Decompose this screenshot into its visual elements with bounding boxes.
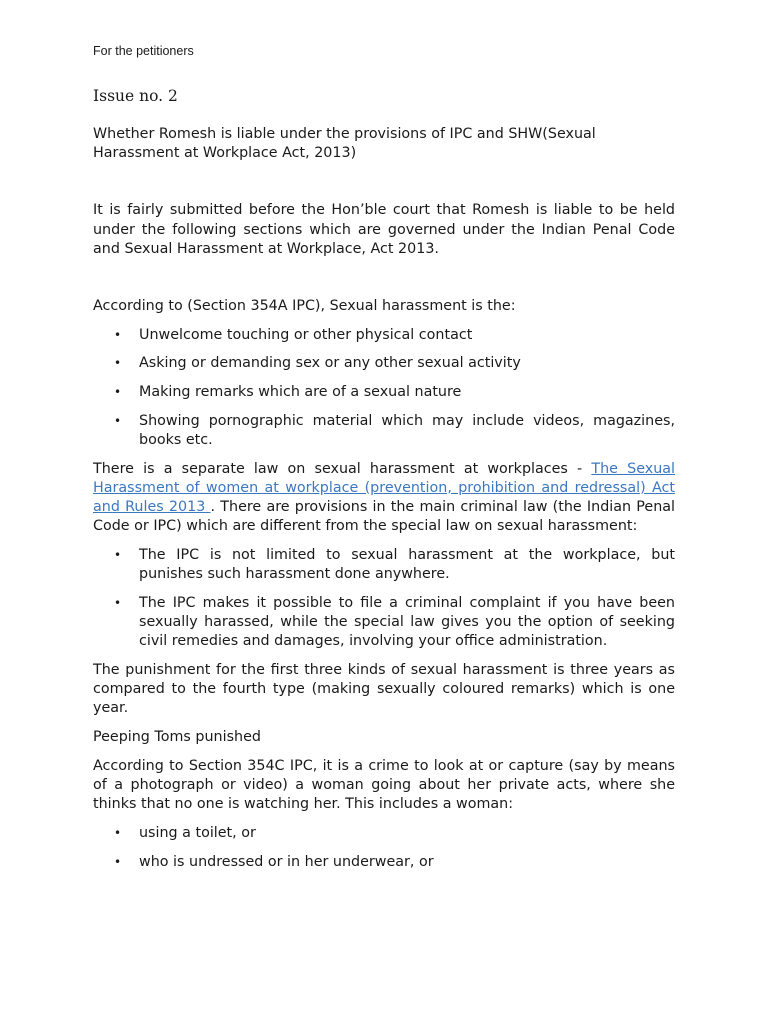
issue-title: Issue no. 2	[93, 87, 178, 105]
list-item	[93, 853, 675, 872]
document-body	[93, 125, 675, 881]
peeping-paragraph: According to Section 354C IPC, it is a crime to look at or capture (say by means of a photograph or video) a woman going about her private acts, where she thinks that no one is watching her. This includes a woman:	[93, 757, 675, 813]
bullet-icon: •	[114, 548, 122, 563]
bullet-icon: •	[114, 854, 122, 869]
header-label: For the petitioners	[93, 44, 194, 58]
separate-law-continuation: . There are provisions in the main criminal law (the Indian Penal Code or IPC) which are different from the special law on sexual harassment:	[93, 499, 675, 535]
bullet-icon: •	[114, 356, 122, 371]
peeping-heading: Peeping Toms punished	[93, 729, 261, 746]
list-item	[93, 326, 675, 345]
bullet-icon: •	[114, 825, 122, 840]
list-item-text: Asking or demanding sex or any other sexual activity	[139, 355, 521, 372]
list-item-text: Making remarks which are of a sexual nature	[139, 384, 462, 401]
bullet-icon: •	[114, 327, 122, 342]
peeping-list	[93, 824, 675, 872]
list-item-text: who is undressed or in her underwear, or	[139, 853, 434, 870]
list-item-text: The IPC makes it possible to file a criminal complaint if you have been sexually harassed, while the special law gives you the option of seeking civil remedies and damages, involving your office administration.	[139, 594, 675, 650]
list-item	[93, 354, 675, 373]
list-item-text: Unwelcome touching or other physical contact	[139, 326, 473, 343]
sexual-harassment-act-link[interactable]: The Sexual Harassment of women at workplace (prevention, prohibition and redressal) Act and Rules 2013	[93, 460, 675, 516]
separate-law-text: There is a separate law on sexual harassment at workplaces -	[93, 460, 592, 477]
list-item	[93, 546, 675, 584]
bullet-icon: •	[114, 385, 122, 400]
list-item	[93, 594, 675, 652]
bullet-icon: •	[114, 595, 122, 610]
section-354a-intro: According to (Section 354A IPC), Sexual harassment is the:	[93, 298, 516, 315]
list-item-text: The IPC is not limited to sexual harassment at the workplace, but punishes such harassment done anywhere.	[139, 547, 675, 583]
submission-paragraph: It is fairly submitted before the Hon’ble court that Romesh is liable to be held under the following sections which are governed under the Indian Penal Code and Sexual Harassment at Workplace, Act 2013.	[93, 202, 675, 257]
list-item	[93, 383, 675, 402]
list-item	[93, 824, 675, 843]
punishment-paragraph: The punishment for the first three kinds of sexual harassment is three years as compared to the fourth type (making sexually coloured remarks) which is one year.	[93, 662, 675, 717]
list-item-text: using a toilet, or	[139, 824, 256, 841]
separate-law-paragraph	[93, 460, 675, 537]
question-paragraph: Whether Romesh is liable under the provisions of IPC and SHW(Sexual Harassment at Workplace Act, 2013)	[93, 126, 596, 162]
ipc-differences-list	[93, 546, 675, 652]
list-item-text: Showing pornographic material which may include videos, magazines, books etc.	[139, 412, 675, 449]
bullet-icon: •	[114, 413, 122, 428]
section-354a-list	[93, 326, 675, 451]
list-item	[93, 412, 675, 450]
